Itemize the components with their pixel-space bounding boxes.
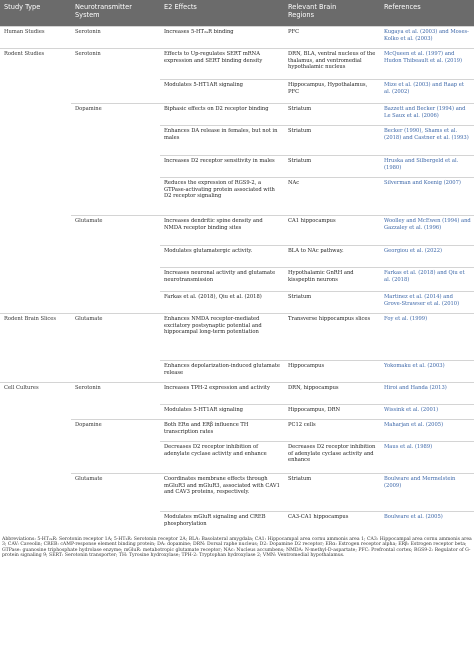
brain-region-cell: Transverse hippocampus slices	[284, 314, 380, 361]
header-neurotransmitter-line1: Neurotransmitter	[75, 3, 132, 11]
neurotransmitter-cell	[71, 126, 160, 156]
brain-region-cell: DRN, BLA, ventral nucleus of the thalamus, and ventromedial hypothalamic nucleus	[284, 49, 380, 80]
reference-cell: Kugaya et al. (2003) and Moses-Kolko et al. (2003)	[380, 27, 474, 49]
e2-effect-cell: Enhances NMDA receptor-mediated excitatory postsynaptic potential and hippocampal long-term potentiation	[160, 314, 284, 361]
e2-effect-cell: Increases TPH-2 expression and activity	[160, 383, 284, 405]
table-row	[0, 246, 474, 268]
neurotransmitter-cell	[71, 512, 160, 534]
reference-cell: Mize et al. (2003) and Raap et al. (2002)	[380, 80, 474, 104]
study-type-cell	[0, 405, 71, 420]
study-type-cell	[0, 268, 71, 292]
neurotransmitter-cell	[71, 246, 160, 268]
table-row	[0, 268, 474, 292]
reference-cell: Woolley and McEwen (1994) and Gazzaley et al. (1996)	[380, 216, 474, 246]
brain-region-cell: PFC	[284, 27, 380, 49]
study-type-cell	[0, 246, 71, 268]
table-row	[0, 49, 474, 80]
e2-effect-cell: Enhances depolarization-induced glutamate release	[160, 361, 284, 383]
reference-cell: Foy et al. (1999)	[380, 314, 474, 361]
brain-region-cell: Striatum	[284, 156, 380, 178]
brain-region-cell: Striatum	[284, 104, 380, 126]
e2-effect-cell: Increases dendritic spine density and NMDA receptor binding sites	[160, 216, 284, 246]
brain-region-cell: Hippocampus	[284, 361, 380, 383]
table-row	[0, 442, 474, 474]
neurotransmitter-cell	[71, 442, 160, 474]
abbreviations-footnote: Abbreviations: 5-HT₂ₐR: Serotonin receptor 1A; 5-HT₂R: Serotonin receptor 2A; BLA: Basolateral amygdala; CA1: Hippocampal area cornu ammonis area 1; CA3: Hippocampal area cornu ammonis area 3; CAV: Caveolin; CREB: cAMP-response element binding protein; DA: dopamine; DRN: Dorsal raphe nucleus; D2: Dopamine D2 receptor; ERα: Estrogen receptor alpha; ERβ: Estrogen receptor beta; GTPase: guanosine triphosphate hydrolase enzyme; mGluR: metabotropic glutamate receptor; NAc: Nucleus accumbens; NMDA: N-methyl-D-aspartate; PFC: Prefrontal cortex; RGS9-2: Regulator of G-protein signaling 9; SERT: Serotonin transporter; TH: Tyrosine hydroxylase; TPH-2: Tryptophan hydroxylase 2; VMN: Ventromedial hypothalamus.	[2, 536, 472, 559]
study-type-cell: Rodent Brain Slices	[0, 314, 71, 361]
study-type-cell: Rodent Studies	[0, 49, 71, 80]
reference-cell: Becker (1990), Shams et al. (2018) and Castner et al. (1993)	[380, 126, 474, 156]
neurotransmitter-cell	[71, 405, 160, 420]
neurotransmitter-cell	[71, 292, 160, 314]
table-row	[0, 474, 474, 512]
header-study-type: Study Type	[0, 0, 71, 27]
header-brain-regions-line2: Regions	[288, 11, 315, 19]
header-neurotransmitter	[71, 0, 160, 27]
neurotransmitter-cell: Glutamate	[71, 216, 160, 246]
reference-cell: Boulware et al. (2005)	[380, 512, 474, 534]
brain-region-cell: NAc	[284, 178, 380, 216]
header-brain-regions-line1: Relevant Brain	[288, 3, 337, 11]
reference-cell: Farkas et al. (2018) and Qiu et al. (2018)	[380, 268, 474, 292]
table-row	[0, 383, 474, 405]
brain-region-cell: Hypothalamic GnRH and kisspeptin neurons	[284, 268, 380, 292]
header-brain-regions	[284, 0, 380, 27]
header-references: References	[380, 0, 474, 27]
neurotransmitter-cell	[71, 268, 160, 292]
neurotransmitter-cell	[71, 80, 160, 104]
table-row	[0, 361, 474, 383]
table-row	[0, 27, 474, 49]
table-row	[0, 512, 474, 534]
study-type-cell	[0, 474, 71, 512]
neurotransmitter-cell: Serotonin	[71, 49, 160, 80]
study-type-cell	[0, 292, 71, 314]
e2-effect-cell: Both ERα and ERβ influence TH transcription rates	[160, 420, 284, 442]
brain-region-cell: Decreases D2 receptor inhibition of adenylate cyclase activity and enhance	[284, 442, 380, 474]
reference-cell: Silverman and Koenig (2007)	[380, 178, 474, 216]
header-neurotransmitter-line2: System	[75, 11, 100, 19]
brain-region-cell: Striatum	[284, 474, 380, 512]
e2-effect-cell: Increases D2 receptor sensitivity in males	[160, 156, 284, 178]
study-type-cell	[0, 420, 71, 442]
brain-region-cell: CA3-CA1 hippocampus	[284, 512, 380, 534]
e2-effect-cell: Reduces the expression of RGS9-2, a GTPase-activating protein associated with D2 receptor signaling	[160, 178, 284, 216]
table-row	[0, 178, 474, 216]
e2-effect-cell: Modulates glutamatergic activity.	[160, 246, 284, 268]
neurotransmitter-cell: Glutamate	[71, 474, 160, 512]
table-row	[0, 80, 474, 104]
table-header-row	[0, 0, 474, 27]
brain-region-cell: Hippocampus, Hypothalamus, PFC	[284, 80, 380, 104]
neurotransmitter-cell	[71, 156, 160, 178]
neurotransmitter-cell: Serotonin	[71, 27, 160, 49]
table-row	[0, 314, 474, 361]
reference-cell: Wissink et al. (2001)	[380, 405, 474, 420]
reference-cell: Bazzett and Becker (1994) and Le Saux et al. (2006)	[380, 104, 474, 126]
e2-effect-cell: Increases neuronal activity and glutamate neurotransmission	[160, 268, 284, 292]
e2-effect-cell: Coordinates membrane effects through mGluR3 and mGluR3, associated with CAV1 and CAV3 proteins, respectively.	[160, 474, 284, 512]
neurotransmitter-cell: Dopamine	[71, 420, 160, 442]
neurotransmitter-cell: Serotonin	[71, 383, 160, 405]
reference-cell: Hiroi and Handa (2013)	[380, 383, 474, 405]
neurotransmitter-cell	[71, 361, 160, 383]
reference-cell: Martinez et al. (2014) and Grove-Strawser et al. (2010)	[380, 292, 474, 314]
reference-cell: McQueen et al. (1997) and Hudon Thibeault et al. (2019)	[380, 49, 474, 80]
e2-effect-cell: Effects to Up-regulates SERT mRNA expression and SERT binding density	[160, 49, 284, 80]
study-type-cell	[0, 442, 71, 474]
table-row	[0, 405, 474, 420]
table-row	[0, 420, 474, 442]
brain-region-cell: Striatum	[284, 126, 380, 156]
study-type-cell	[0, 512, 71, 534]
table-row	[0, 104, 474, 126]
neurotransmitter-cell	[71, 178, 160, 216]
reference-cell: Boulware and Mermelstein (2009)	[380, 474, 474, 512]
e2-effect-cell: Modulates mGluR signaling and CREB phosphorylation	[160, 512, 284, 534]
brain-region-cell: Hippocampus, DRN	[284, 405, 380, 420]
reference-cell: Maharjan et al. (2005)	[380, 420, 474, 442]
table-row	[0, 292, 474, 314]
study-type-cell	[0, 126, 71, 156]
reference-cell: Georgiou et al. (2022)	[380, 246, 474, 268]
e2-effect-cell: Farkas et al. (2018), Qiu et al. (2018)	[160, 292, 284, 314]
neurotransmitter-cell: Glutamate	[71, 314, 160, 361]
study-type-cell	[0, 178, 71, 216]
brain-region-cell: BLA to NAc pathway.	[284, 246, 380, 268]
e2-effect-cell: Enhances DA release in females, but not in males	[160, 126, 284, 156]
reference-cell: Maus et al. (1989)	[380, 442, 474, 474]
brain-region-cell: PC12 cells	[284, 420, 380, 442]
study-type-cell: Cell Cultures	[0, 383, 71, 405]
study-type-cell	[0, 361, 71, 383]
e2-effect-cell: Biphasic effects on D2 receptor binding	[160, 104, 284, 126]
brain-region-cell: DRN, hippocampus	[284, 383, 380, 405]
study-type-cell: Human Studies	[0, 27, 71, 49]
e2-effect-cell: Increases 5-HT₂ₐR binding	[160, 27, 284, 49]
table-row	[0, 216, 474, 246]
header-e2-effects: E2 Effects	[160, 0, 284, 27]
study-type-cell	[0, 80, 71, 104]
e2-effect-cell: Decreases D2 receptor inhibition of adenylate cyclase activity and enhance	[160, 442, 284, 474]
neurotransmitter-cell: Dopamine	[71, 104, 160, 126]
e2-effect-cell: Modulates 5-HT1AR signaling	[160, 80, 284, 104]
study-type-cell	[0, 156, 71, 178]
brain-region-cell: CA1 hippocampus	[284, 216, 380, 246]
e2-effect-cell: Modulates 5-HT1AR signaling	[160, 405, 284, 420]
brain-region-cell: Striatum	[284, 292, 380, 314]
study-type-cell	[0, 104, 71, 126]
reference-cell: Yokomaku et al. (2003)	[380, 361, 474, 383]
study-type-cell	[0, 216, 71, 246]
table-body	[0, 27, 474, 534]
table-row	[0, 126, 474, 156]
table-row	[0, 156, 474, 178]
reference-cell: Hruska and Silbergeld et al. (1980)	[380, 156, 474, 178]
